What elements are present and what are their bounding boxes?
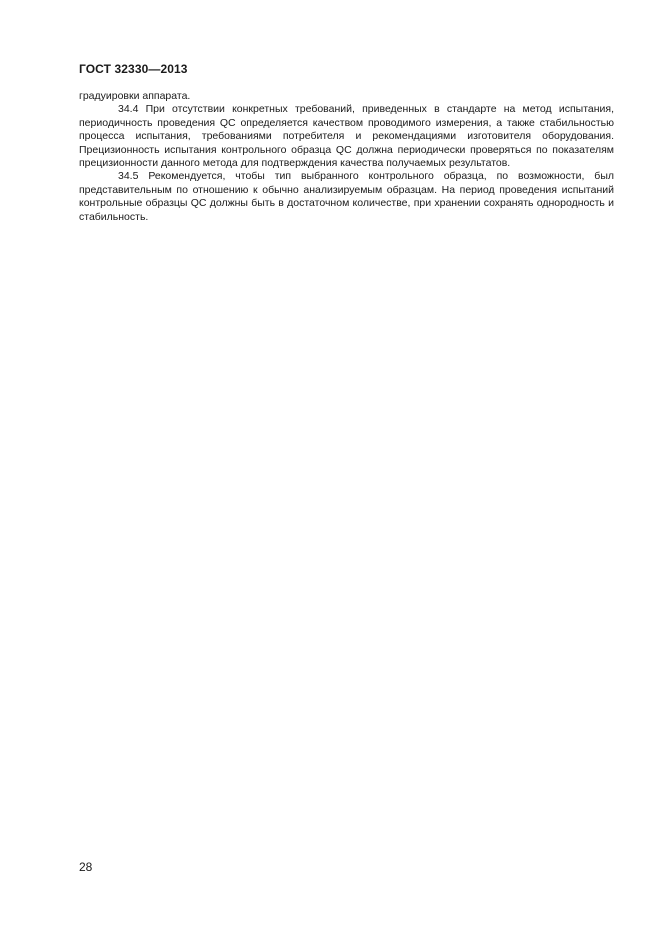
paragraph-34-5: 34.5 Рекомендуется, чтобы тип выбранного контрольного образца, по возможности, был представительным по отношению к обычно анализируемым образцам. На период проведения испытаний контрольные образцы QC должны быть в достаточном количестве, при хранении сохранять однородность и стабильность.: [79, 170, 614, 223]
paragraph-continuation: градуировки аппарата.: [79, 90, 191, 102]
page-number: 28: [79, 860, 93, 874]
paragraph-34-4: 34.4 При отсутствии конкретных требований, приведенных в стандарте на метод испытания, периодичность проведения QC определяется качеством проводимого измерения, а также стабильностью процесса испытания, требованиями потребителя и рекомендациями изготовителя оборудования. Прецизионность испытания контрольного образца QC должна периодически проверяться по показателям прецизионности данного метода для подтверждения качества получаемых результатов.: [79, 103, 614, 170]
document-body: [79, 90, 614, 224]
document-header-id: ГОСТ 32330—2013: [79, 62, 188, 76]
